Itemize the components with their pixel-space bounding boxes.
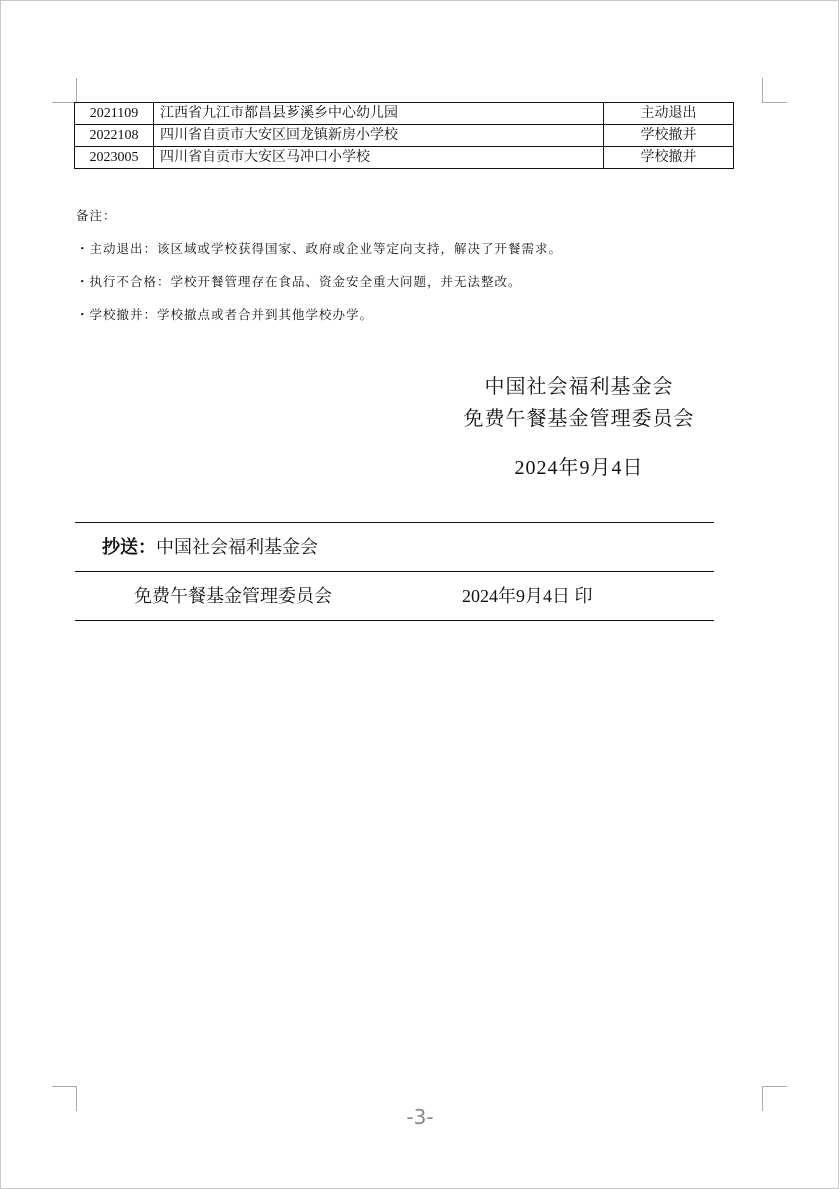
school-code: 2023005: [75, 147, 154, 169]
page-number: -3-: [406, 1105, 434, 1129]
footer-rule-top: [75, 522, 714, 523]
exit-reason: 学校撤并: [604, 147, 734, 169]
footer-rule-bottom: [75, 620, 714, 621]
exit-reason: 学校撤并: [604, 125, 734, 147]
cc-label: 抄送：: [102, 537, 156, 558]
table-row: [75, 147, 734, 169]
signature-org: 中国社会福利基金会: [484, 374, 674, 398]
notes-heading: 备注：: [76, 208, 117, 223]
exit-reason: 主动退出: [604, 103, 734, 125]
table-row: [75, 103, 734, 125]
signature-committee: 免费午餐基金管理委员会: [463, 406, 695, 430]
crop-mark-top-right: [762, 78, 787, 103]
crop-mark-bottom-right: [762, 1086, 787, 1111]
notes-section: [76, 206, 562, 338]
note-item: ・主动退出：该区域或学校获得国家、政府或企业等定向支持，解决了开餐需求。: [76, 241, 563, 256]
crop-mark-top-left: [52, 78, 77, 103]
school-name: 四川省自贡市大安区马冲口小学校: [154, 147, 604, 169]
school-name: 四川省自贡市大安区回龙镇新房小学校: [154, 125, 604, 147]
print-date: 2024年9月4日 印: [462, 586, 593, 606]
note-item: ・执行不合格：学校开餐管理存在食品、资金安全重大问题，并无法整改。: [76, 274, 522, 289]
cc-line: [102, 533, 318, 559]
school-name: 江西省九江市都昌县芗溪乡中心幼儿园: [154, 103, 604, 125]
note-item: ・学校撤并：学校撤点或者合并到其他学校办学。: [76, 307, 374, 322]
table-row: [75, 125, 734, 147]
footer-rule-middle: [75, 571, 714, 572]
school-code: 2021109: [75, 103, 154, 125]
crop-mark-bottom-left: [52, 1086, 77, 1111]
printer-name: 免费午餐基金管理委员会: [134, 586, 332, 607]
cc-value: 中国社会福利基金会: [156, 537, 318, 558]
school-exit-table: [74, 102, 734, 169]
school-code: 2022108: [75, 125, 154, 147]
signature-date: 2024年9月4日: [514, 457, 644, 479]
